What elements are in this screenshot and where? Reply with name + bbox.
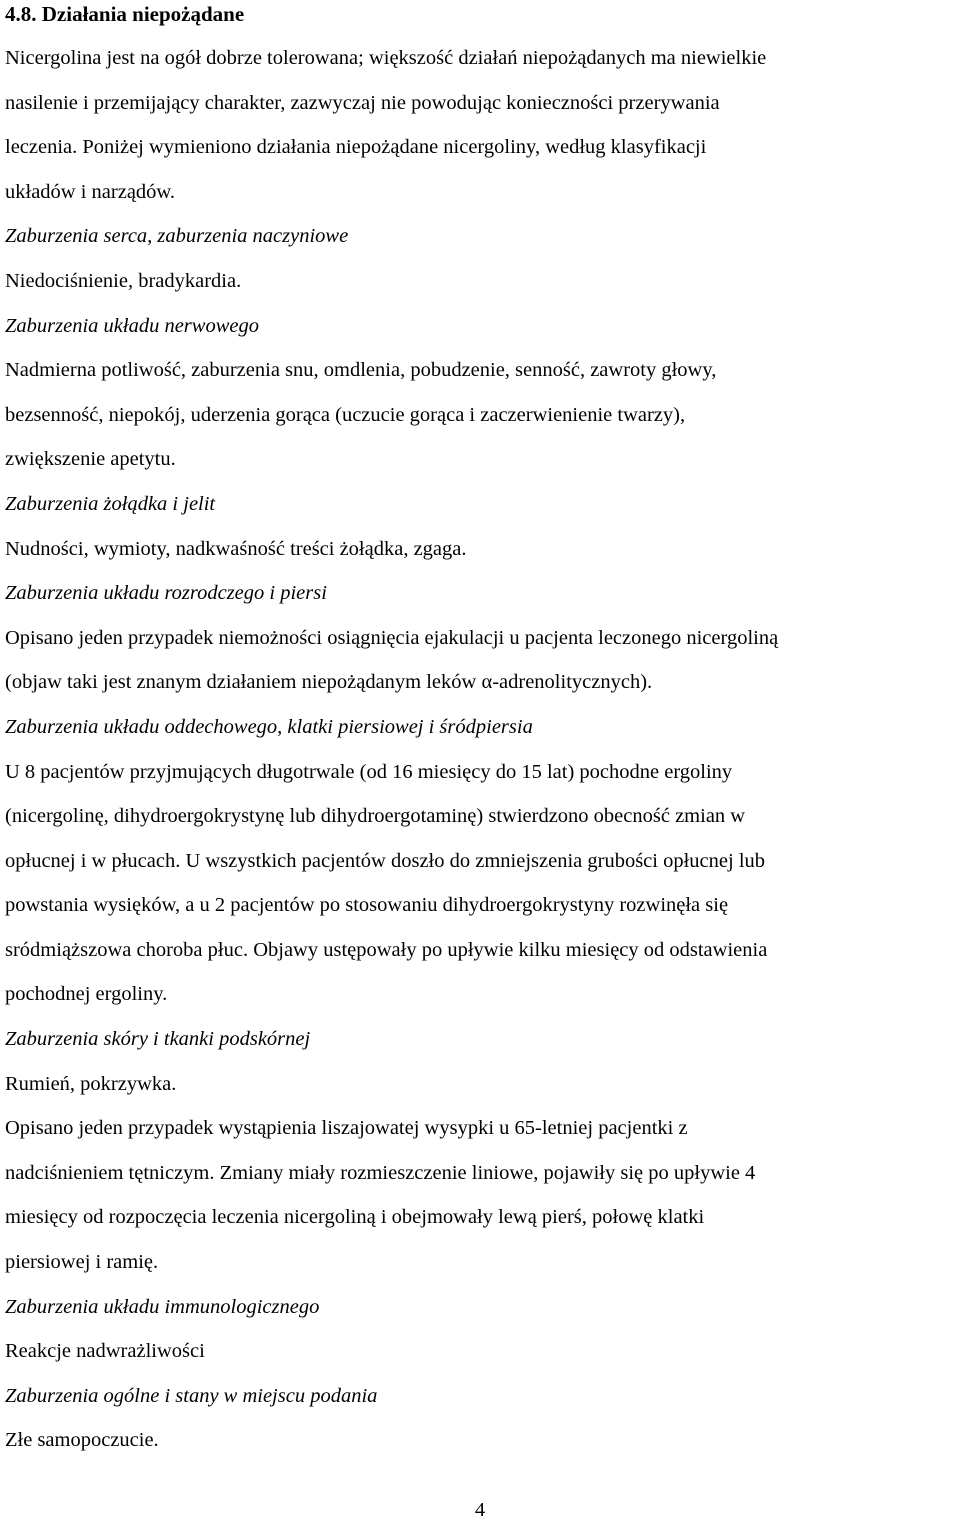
intro-line: nasilenie i przemijający charakter, zazwyczaj nie powodując konieczności przerywania (5, 91, 720, 114)
group-line: Niedociśnienie, bradykardia. (5, 269, 242, 292)
section-title: 4.8. Działania niepożądane (5, 2, 245, 26)
group-heading-immune: Zaburzenia układu immunologicznego (5, 1295, 320, 1318)
group-line: opłucnej i w płucach. U wszystkich pacjentów doszło do zmniejszenia grubości opłucnej lub (5, 849, 766, 872)
group-line: Opisano jeden przypadek wystąpienia liszajowatej wysypki u 65-letniej pacjentki z (5, 1117, 688, 1140)
group-line: (objaw taki jest znanym działaniem niepożądanym leków α-adrenolitycznych). (5, 671, 653, 694)
intro-line: leczenia. Poniżej wymieniono działania niepożądane nicergoliny, według klasyfikacji (5, 136, 707, 159)
group-line: piersiowej i ramię. (5, 1251, 159, 1274)
group-heading-cardiac: Zaburzenia serca, zaburzenia naczyniowe (5, 225, 349, 248)
group-line: Złe samopoczucie. (5, 1429, 159, 1452)
page-number: 4 (474, 1499, 486, 1521)
group-line: miesięcy od rozpoczęcia leczenia nicergoliną i obejmowały lewą pierś, połowę klatki (5, 1206, 705, 1229)
group-heading-nervous: Zaburzenia układu nerwowego (5, 314, 259, 337)
group-line: Nadmierna potliwość, zaburzenia snu, omdlenia, pobudzenie, senność, zawroty głowy, (5, 359, 717, 382)
group-line: nadciśnieniem tętniczym. Zmiany miały rozmieszczenie liniowe, pojawiły się po upływie 4 (5, 1161, 756, 1184)
group-line: pochodnej ergoliny. (5, 983, 168, 1006)
group-heading-respiratory: Zaburzenia układu oddechowego, klatki piersiowej i śródpiersia (5, 715, 533, 738)
group-heading-general: Zaburzenia ogólne i stany w miejscu podania (5, 1384, 378, 1407)
group-line: sródmiąższowa choroba płuc. Objawy ustępowały po upływie kilku miesięcy od odstawienia (5, 938, 768, 961)
group-heading-reproductive: Zaburzenia układu rozrodczego i piersi (5, 582, 327, 605)
intro-line: układów i narządów. (5, 180, 176, 203)
group-line: Opisano jeden przypadek niemożności osiągnięcia ejakulacji u pacjenta leczonego nicergoliną (5, 626, 779, 649)
group-line: Reakcje nadwrażliwości (5, 1340, 205, 1363)
group-line: bezsenność, niepokój, uderzenia gorąca (uczucie gorąca i zaczerwienienie twarzy), (5, 403, 686, 426)
group-line: Rumień, pokrzywka. (5, 1072, 177, 1095)
group-line: powstania wysięków, a u 2 pacjentów po stosowaniu dihydroergokrystyny rozwinęła się (5, 894, 729, 917)
document-page (5, 0, 957, 1463)
group-heading-skin: Zaburzenia skóry i tkanki podskórnej (5, 1028, 311, 1051)
group-line: Nudności, wymioty, nadkwaśność treści żołądka, zgaga. (5, 537, 467, 560)
group-heading-gastro: Zaburzenia żołądka i jelit (5, 492, 216, 515)
group-line: U 8 pacjentów przyjmujących długotrwale (od 16 miesięcy do 15 lat) pochodne ergoliny (5, 760, 733, 783)
intro-line: Nicergolina jest na ogół dobrze tolerowana; większość działań niepożądanych ma niewielkie (5, 47, 767, 69)
group-line: (nicergolinę, dihydroergokrystynę lub dihydroergotaminę) stwierdzono obecność zmian w (5, 805, 746, 828)
group-line: zwiększenie apetytu. (5, 448, 176, 471)
